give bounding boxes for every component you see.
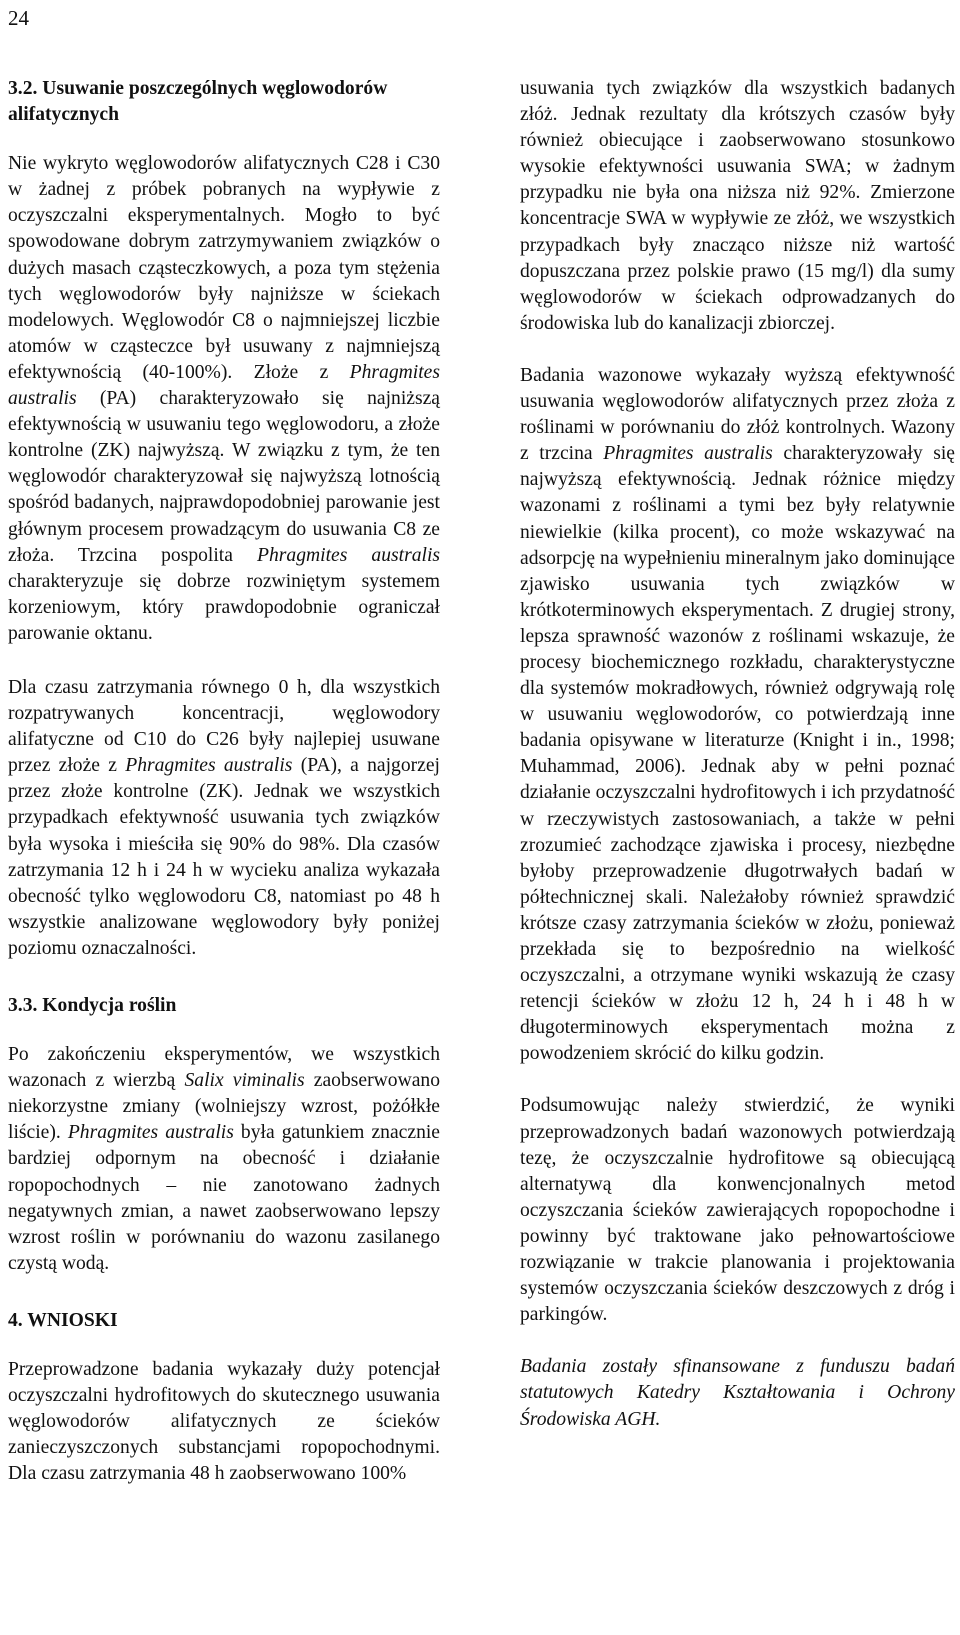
section-4-heading: 4. WNIOSKI bbox=[8, 1309, 118, 1331]
section-3-2-paragraph-2 bbox=[8, 675, 440, 962]
text-run: charakteryzuje się dobrze rozwiniętym systemem korzeniowym, który prawdopodobnie ograniczał parowanie oktanu. bbox=[8, 570, 440, 644]
section-3-3-paragraph-1 bbox=[8, 1042, 440, 1277]
conclusions-paragraph-1: usuwania tych związków dla wszystkich badanych złóż. Jednak rezultaty dla krótszych czasów były również obiecujące i zaobserwowano stosunkowo wysokie efektywności usuwania SWA; w żadnym przypadku nie była ona niższa niż 92%. Zmierzone koncentracje SWA w wypływie ze złóż, we wszystkich przypadkach były znacząco niższe niż wartość dopuszczana przez polskie prawo (15 mg/l) dla sumy węglowodorów w ściekach odprowadzanych do środowiska lub do kanalizacji zbiorczej. bbox=[520, 78, 955, 334]
text-run: Dla czasu zatrzymania równego 0 h, dla wszystkich rozpatrywanych koncentracji, węglowodory alifatyczne od C10 do C26 były najlepiej usuwane przez złoże z bbox=[8, 676, 440, 777]
species-name: Phragmites australis bbox=[8, 361, 440, 410]
left-column bbox=[8, 76, 440, 1488]
species-name: Phragmites australis bbox=[257, 544, 441, 566]
species-name: Phragmites australis bbox=[67, 1122, 234, 1144]
section-3-2-paragraph-1 bbox=[8, 151, 440, 647]
species-name: Salix viminalis bbox=[184, 1070, 305, 1092]
species-name: Phragmites australis bbox=[603, 443, 773, 465]
text-run: charakteryzowały się najwyższą efektywnością. Jednak różnice między wazonami z roślinami a tymi bez były relatywnie niewielkie (kilka procent), co może wskazywać na adsorpcję na wypełnieniu mineralnym jako dominujące zjawisko usuwania tych związków w krótkoterminowych eksperymentach. Z drugiej strony, lepsza sprawność wazonów z roślinami wskazuje, że procesy biochemicznego rozkładu, charakterystyczne dla systemów mokradłowych, również odgrywają rolę w usuwaniu węglowodorów, co potwierdzają inne badania opisywane w literaturze (Knight i in., 1998; Muhammad, 2006). Jednak aby w pełni poznać działanie oczyszczalni hydrofitowych i ich przydatność w rzeczywistych zastosowaniach, a także w pełni zrozumieć zachodzące zjawiska i procesy, niezbędne byłoby przeprowadzenie długotrwałych badań w półtechnicznej skali. Należałoby również sprawdzić krótsze czasy zatrzymania ścieków w złożu, ponieważ przekłada się to bezpośrednio na wielkość oczyszczalni, a otrzymane wyniki wskazują że czasy retencji ścieków w złożu 12 h, 24 h i 48 h w długoterminowych eksperymentach można z powodzeniem skrócić do kilku godzin. bbox=[520, 443, 955, 1065]
text-run: Badania wazonowe wykazały wyższą efektywność usuwania węglowodorów alifatycznych przez złoża z roślinami w porównaniu do złóż kontrolnych. Wazony z trzcina bbox=[520, 364, 955, 465]
text-run: była gatunkiem znacznie bardziej odpornym na obecność i działanie ropopochodnych – nie zanotowano żadnych negatywnych zmian, a nawet zaobserwowano lepszy wzrost roślin w porównaniu do wazonu zasilanego czystą wodą. bbox=[8, 1122, 441, 1274]
text-run: zaobserwowano niekorzystne zmiany (wolniejszy wzrost, pożółkłe liście). bbox=[8, 1070, 441, 1144]
page-number: 24 bbox=[8, 6, 29, 30]
funding-note: Badania zostały sfinansowane z funduszu badań statutowych Katedry Kształtowania i Ochrony Środowiska AGH. bbox=[520, 1356, 955, 1430]
species-name: Phragmites australis bbox=[125, 755, 293, 777]
conclusions-paragraph-2 bbox=[520, 363, 955, 1068]
text-run: Nie wykryto węglowodorów alifatycznych C28 i C30 w żadnej z próbek pobranych na wypływie z oczyszczalni eksperymentalnych. Mogło to być spowodowane dobrym zatrzymywaniem związków o dużych masach cząsteczkowych, a poza tym stężenia tych węglowodorów były najniższe w ściekach modelowych. Węglowodór C8 o najmniejszej liczbie atomów w cząsteczce był usuwany z najmniejszą efektywnością (40-100%). Złoże z bbox=[8, 153, 440, 383]
section-3-2-heading: 3.2. Usuwanie poszczególnych węglowodorów alifatycznych bbox=[8, 78, 388, 126]
right-column bbox=[520, 76, 955, 1433]
section-4-paragraph-1: Przeprowadzone badania wykazały duży potencjał oczyszczalni hydrofitowych do skutecznego usuwania węglowodorów alifatycznych ze ścieków zanieczyszczonych substancjami ropopochodnymi. Dla czasu zatrzymania 48 h zaobserwowano 100% bbox=[8, 1359, 440, 1485]
text-run: (PA) charakteryzowało się najniższą efektywnością w usuwaniu tego węglowodoru, a złoże kontrolne (ZK) najwyższą. W związku z tym, że ten węglowodór charakteryzował się najwyższą lotnością spośród badanych, najprawdopodobniej parowanie jest głównym procesem prowadzącym do usuwania C8 ze złoża. Trzcina pospolita bbox=[8, 388, 440, 566]
text-run: (PA), a najgorzej przez złoże kontrolne (ZK). Jednak we wszystkich przypadkach efektywność usuwania tych związków była wysoka i mieściła się 90% do 98%. Dla czasów zatrzymania 12 h i 24 h w wycieku analiza wykazała obecność tylko węglowodoru C8, natomiast po 48 h wszystkie analizowane węglowodory były poniżej poziomu oznaczalności. bbox=[8, 755, 441, 959]
text-run: Po zakończeniu eksperymentów, we wszystkich wazonach z wierzbą bbox=[8, 1044, 440, 1092]
section-3-3-heading: 3.3. Kondycja roślin bbox=[8, 995, 177, 1016]
conclusions-paragraph-3: Podsumowując należy stwierdzić, że wyniki przeprowadzonych badań wazonowych potwierdzają tezę, że oczyszczalnie hydrofitowe są obiecującą alternatywą dla konwencjonalnych metod oczyszczania ścieków zawierających ropopochodne i powinny być traktowane jako pełnowartościowe rozwiązanie w trakcie planowania i projektowania systemów oczyszczania ścieków deszczowych z dróg i parkingów. bbox=[520, 1095, 955, 1326]
